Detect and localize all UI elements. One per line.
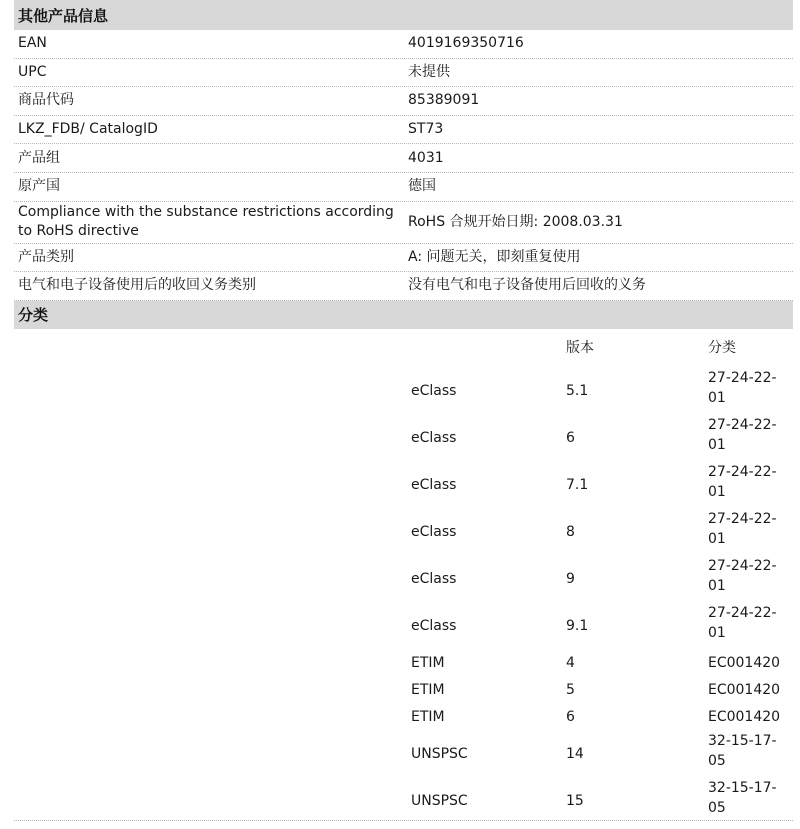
- classification-system: UNSPSC: [411, 793, 468, 810]
- row-label: UPC: [18, 63, 47, 80]
- classification-version: 8: [566, 524, 575, 541]
- classification-row: [14, 509, 793, 556]
- info-row-product-category: [14, 244, 793, 273]
- row-value: 4031: [408, 149, 444, 166]
- classification-row: [14, 704, 793, 731]
- classification-row: [14, 368, 793, 415]
- row-value: 4019169350716: [408, 35, 524, 52]
- classification-system: eClass: [411, 383, 457, 400]
- classification-version: 7.1: [566, 477, 589, 494]
- row-label: 商品代码: [18, 92, 74, 109]
- classification-system: eClass: [411, 571, 457, 588]
- classification-table: [14, 329, 793, 821]
- row-label: 产品类别: [18, 248, 74, 265]
- classification-code: EC001420: [708, 709, 781, 726]
- classification-system: UNSPSC: [411, 746, 468, 763]
- section-title: 分类: [18, 306, 49, 325]
- section-title: 其他产品信息: [18, 6, 109, 25]
- classification-code: EC001420: [708, 682, 781, 699]
- classification-row: [14, 778, 793, 825]
- classification-version: 9.1: [566, 618, 589, 635]
- classification-version: 5: [566, 682, 575, 699]
- section-header-classification: [14, 301, 793, 329]
- classification-code: EC001420: [708, 655, 781, 672]
- column-header-version: 版本: [566, 339, 594, 356]
- product-info-panel: [14, 0, 793, 821]
- classification-row: [14, 556, 793, 603]
- row-value: 没有电气和电子设备使用后回收的义务: [408, 277, 646, 294]
- info-row-country-of-origin: [14, 173, 793, 202]
- row-value: 德国: [408, 178, 436, 195]
- classification-version: 14: [566, 746, 584, 763]
- classification-row: [14, 677, 793, 704]
- classification-row: [14, 603, 793, 650]
- classification-system: ETIM: [411, 682, 445, 699]
- classification-row: [14, 415, 793, 462]
- classification-version: 9: [566, 571, 575, 588]
- classification-row: [14, 650, 793, 677]
- classification-header-row: [14, 337, 793, 359]
- classification-code: 27-24-22- 01: [708, 463, 777, 500]
- info-row-rohs: [14, 202, 793, 244]
- classification-system: eClass: [411, 430, 457, 447]
- row-label: LKZ_FDB/ CatalogID: [18, 121, 158, 138]
- classification-code: 27-24-22- 01: [708, 604, 777, 641]
- row-value: A: 问题无关，即刻重复使用: [408, 248, 581, 265]
- row-value: ST73: [408, 121, 444, 138]
- classification-code: 27-24-22- 01: [708, 510, 777, 547]
- row-value: 未提供: [408, 63, 450, 80]
- classification-code: 27-24-22- 01: [708, 557, 777, 594]
- classification-code: 27-24-22- 01: [708, 369, 777, 406]
- classification-version: 6: [566, 709, 575, 726]
- info-row-product-group: [14, 144, 793, 173]
- classification-version: 15: [566, 793, 584, 810]
- classification-code: 32-15-17- 05: [708, 732, 777, 769]
- row-label: 电气和电子设备使用后的收回义务类别: [18, 277, 256, 294]
- row-label: 原产国: [18, 178, 60, 195]
- row-label: Compliance with the substance restrictions according to RoHS directive: [18, 204, 394, 240]
- row-value: RoHS 合规开始日期: 2008.03.31: [408, 213, 623, 230]
- classification-version: 5.1: [566, 383, 589, 400]
- info-row-catalog-id: [14, 116, 793, 145]
- info-row-commodity-code: [14, 87, 793, 116]
- info-row-take-back-obligation: [14, 272, 793, 301]
- section-header-other-info: [14, 0, 793, 30]
- row-label: EAN: [18, 35, 47, 52]
- info-row-upc: [14, 59, 793, 88]
- classification-system: ETIM: [411, 709, 445, 726]
- classification-version: 6: [566, 430, 575, 447]
- classification-row: [14, 462, 793, 509]
- classification-system: ETIM: [411, 655, 445, 672]
- classification-system: eClass: [411, 618, 457, 635]
- classification-system: eClass: [411, 524, 457, 541]
- classification-code: 32-15-17- 05: [708, 779, 777, 816]
- column-header-classification: 分类: [708, 339, 736, 356]
- classification-version: 4: [566, 655, 575, 672]
- info-row-ean: [14, 30, 793, 59]
- classification-row: [14, 731, 793, 778]
- row-value: 85389091: [408, 92, 480, 109]
- classification-system: eClass: [411, 477, 457, 494]
- classification-code: 27-24-22- 01: [708, 416, 777, 453]
- row-label: 产品组: [18, 149, 60, 166]
